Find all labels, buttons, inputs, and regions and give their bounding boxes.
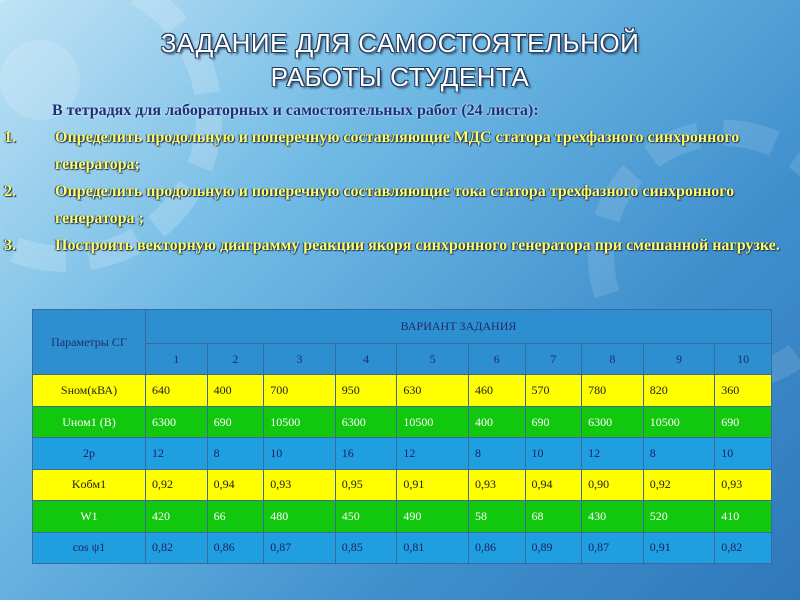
- table-cell: 0,87: [582, 532, 644, 563]
- task-list: [0, 97, 790, 259]
- variant-number: 8: [582, 344, 644, 375]
- row-label: Sном(кВА): [33, 375, 146, 406]
- table-row: [33, 406, 772, 437]
- table-cell: 0,90: [582, 469, 644, 500]
- variant-number: 5: [397, 344, 469, 375]
- variant-header: ВАРИАНТ ЗАДАНИЯ: [146, 310, 772, 344]
- variant-number: 4: [335, 344, 397, 375]
- table-cell: 640: [146, 375, 208, 406]
- table-cell: 400: [207, 375, 264, 406]
- table-cell: 12: [397, 438, 469, 469]
- table-cell: 0,82: [146, 532, 208, 563]
- table-cell: 12: [582, 438, 644, 469]
- row-label: W1: [33, 501, 146, 532]
- table-cell: 820: [643, 375, 715, 406]
- task-item: [0, 232, 790, 259]
- table-cell: 0,92: [146, 469, 208, 500]
- table-cell: 0,87: [264, 532, 336, 563]
- table-cell: 460: [468, 375, 525, 406]
- row-label: 2p: [33, 438, 146, 469]
- table-cell: 700: [264, 375, 336, 406]
- table-cell: 0,93: [264, 469, 336, 500]
- table-cell: 0,85: [335, 532, 397, 563]
- table-cell: 0,86: [468, 532, 525, 563]
- table-cell: 10: [264, 438, 336, 469]
- row-label: Kобм1: [33, 469, 146, 500]
- table-cell: 360: [715, 375, 772, 406]
- task-item: [0, 124, 790, 178]
- slide-title: [0, 26, 800, 94]
- param-header: Параметры СГ: [33, 310, 146, 375]
- table-cell: 450: [335, 501, 397, 532]
- variant-number: 7: [525, 344, 582, 375]
- task-intro: В тетрадях для лабораторных и самостоятельных работ (24 листа):: [52, 102, 539, 119]
- table-cell: 10500: [264, 406, 336, 437]
- task-text: Построить векторную диаграмму реакции якоря синхронного генератора при смешанной нагрузке.: [55, 237, 780, 254]
- variant-number: 1: [146, 344, 208, 375]
- variant-number: 3: [264, 344, 336, 375]
- table-cell: 0,94: [207, 469, 264, 500]
- table-cell: 0,91: [397, 469, 469, 500]
- variant-number: 9: [643, 344, 715, 375]
- table-cell: 780: [582, 375, 644, 406]
- table-cell: 0,91: [643, 532, 715, 563]
- table-cell: 16: [335, 438, 397, 469]
- table-cell: 0,92: [643, 469, 715, 500]
- table-row: [33, 532, 772, 563]
- task-number: 3.: [4, 237, 16, 254]
- task-item: [0, 178, 790, 232]
- table-cell: 630: [397, 375, 469, 406]
- table-cell: 490: [397, 501, 469, 532]
- table-cell: 0,81: [397, 532, 469, 563]
- table-cell: 430: [582, 501, 644, 532]
- table-cell: 520: [643, 501, 715, 532]
- table-cell: 6300: [146, 406, 208, 437]
- table-cell: 0,93: [468, 469, 525, 500]
- table-cell: 410: [715, 501, 772, 532]
- table-cell: 10500: [397, 406, 469, 437]
- task-text: Определить продольную и поперечную составляющие тока статора трехфазного синхронного генератора ;: [55, 183, 735, 227]
- table-cell: 8: [468, 438, 525, 469]
- table-cell: 8: [207, 438, 264, 469]
- table-cell: 420: [146, 501, 208, 532]
- table-cell: 0,89: [525, 532, 582, 563]
- slide-title-line-2: РАБОТЫ СТУДЕНТА: [270, 62, 530, 92]
- table-cell: 950: [335, 375, 397, 406]
- task-number: 2.: [4, 183, 16, 200]
- table-cell: 0,94: [525, 469, 582, 500]
- task-number: 1.: [4, 129, 16, 146]
- table-cell: 10: [525, 438, 582, 469]
- table-cell: 690: [525, 406, 582, 437]
- row-label: cos ψ1: [33, 532, 146, 563]
- row-label: Uном1 (В): [33, 406, 146, 437]
- table-cell: 690: [207, 406, 264, 437]
- table-row: [33, 375, 772, 406]
- table-cell: 570: [525, 375, 582, 406]
- variant-number: 6: [468, 344, 525, 375]
- table-cell: 66: [207, 501, 264, 532]
- variants-table: [32, 309, 772, 564]
- table-row: [33, 501, 772, 532]
- table-cell: 10: [715, 438, 772, 469]
- table-cell: 68: [525, 501, 582, 532]
- table-cell: 10500: [643, 406, 715, 437]
- variant-number: 2: [207, 344, 264, 375]
- table-cell: 0,93: [715, 469, 772, 500]
- table-cell: 0,82: [715, 532, 772, 563]
- table-cell: 0,86: [207, 532, 264, 563]
- table-cell: 6300: [582, 406, 644, 437]
- table-cell: 400: [468, 406, 525, 437]
- table-cell: 690: [715, 406, 772, 437]
- variant-number: 10: [715, 344, 772, 375]
- table-cell: 8: [643, 438, 715, 469]
- table-row: [33, 469, 772, 500]
- table-cell: 58: [468, 501, 525, 532]
- table-cell: 480: [264, 501, 336, 532]
- table-cell: 12: [146, 438, 208, 469]
- table-cell: 0,95: [335, 469, 397, 500]
- slide-title-line-1: ЗАДАНИЕ ДЛЯ САМОСТОЯТЕЛЬНОЙ: [160, 28, 640, 58]
- table-row: [33, 438, 772, 469]
- task-text: Определить продольную и поперечную составляющие МДС статора трехфазного синхронного генератора;: [55, 129, 740, 173]
- table-cell: 6300: [335, 406, 397, 437]
